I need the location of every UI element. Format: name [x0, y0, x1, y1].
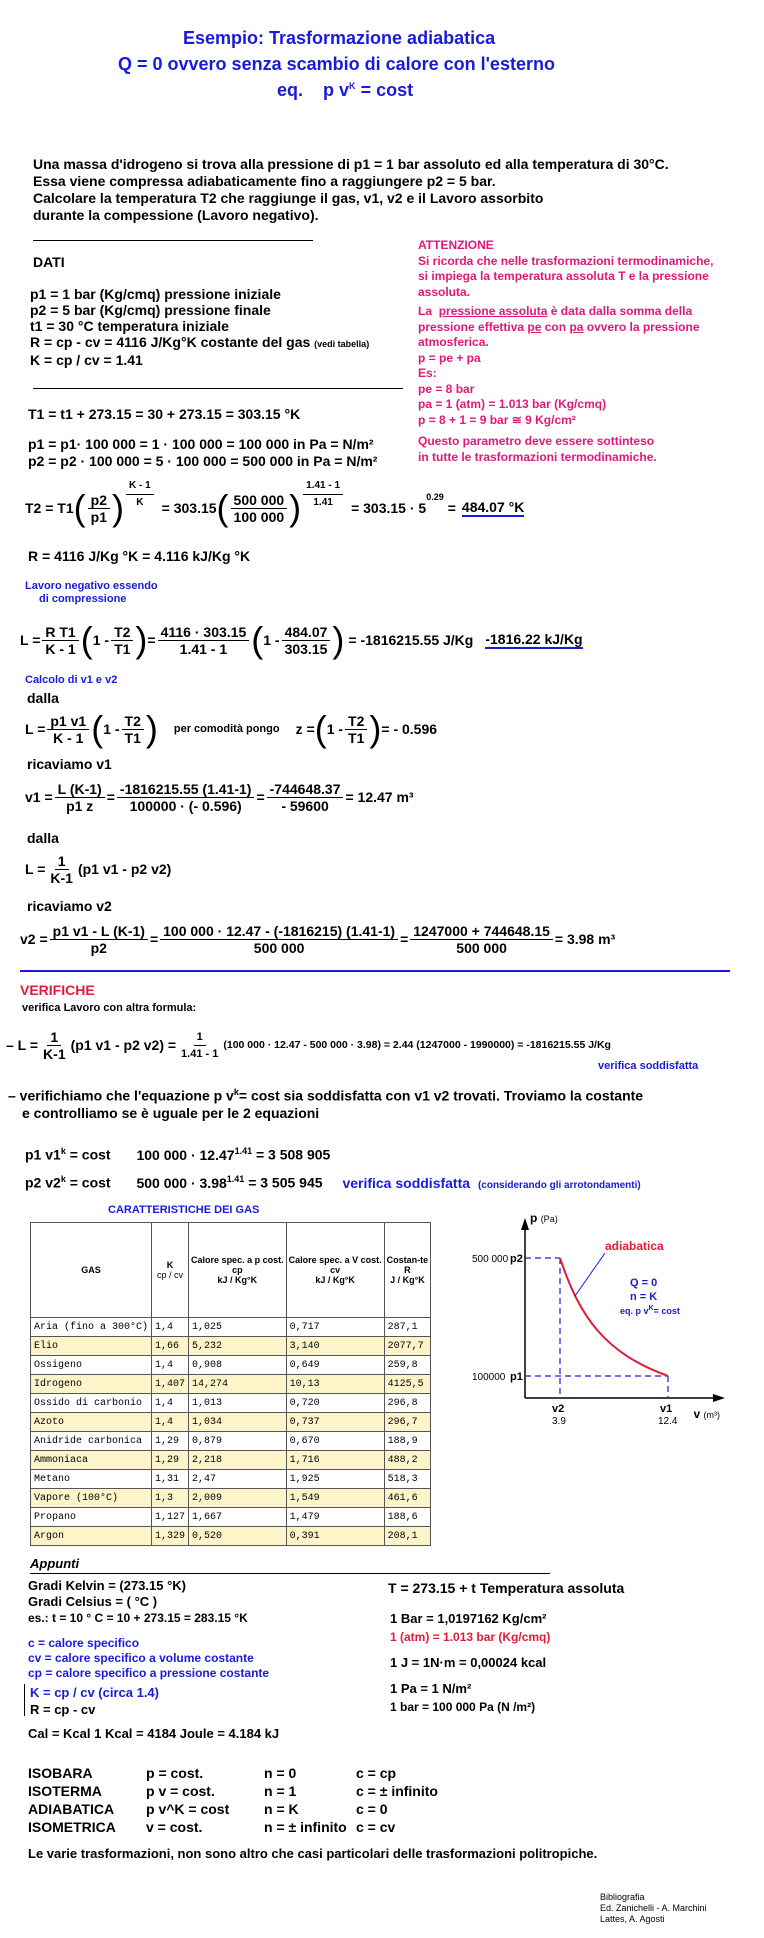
lavoro-alt-formula: L = $\frac{1}{K-1}$ (p1 v1 - p2 v2) [25, 852, 172, 886]
table-row [31, 1527, 431, 1546]
ricaviamo-v1: ricaviamo v1 [27, 756, 112, 772]
gas-name-cell: Propano [31, 1508, 152, 1527]
final-note: Le varie trasformazioni, non sono altro che casi particolari delle trasformazioni politropiche. [28, 1846, 598, 1861]
gas-table [30, 1222, 431, 1546]
v2-formula: v2 = $\frac{p1 v1 - L (K-1)}{p2}$ = $\frac{100 000 \cdot 12.47 - (-1816215) (1.41-1)}{500 000}$ = $\frac{1247000 + 744648.15}{500 000}$ = 3.98 m³ [20, 922, 616, 956]
table-row [31, 1432, 431, 1451]
adiabatic-graph [430, 1208, 750, 1444]
verifiche-sub: verifica Lavoro con altra formula: [22, 1002, 197, 1014]
gas-name-cell: Argon [31, 1527, 152, 1546]
pv1-check: p1 v1$^k$ = cost 100 $000 \cdot 12.47^{1.41} = 3$ 508 905 [25, 1146, 331, 1163]
attenzione-box: ATTENZIONE Si ricorda che nelle trasformazioni termodinamiche, si impiega la temperatura assoluta T e la pressione assoluta. La pressione assoluta è data dalla somma della pressione effettiva pe con pa ovvero la pressione atmosferica. p = pe + pa Es: pe = 8 bar pa = 1 (atm) = 1.013 bar (Kg/cmq) p = 8 + 1 = 9 bar ≅ 9 Kg/cm² Questo parametro deve essere sottinteso in tutte le trasformazioni termodinamiche. [418, 238, 714, 464]
trasformazione-cell: p v^K = cost [146, 1801, 230, 1817]
col-header-gas: GAS [31, 1223, 152, 1318]
gas-value-cell: 2,009 [189, 1489, 287, 1508]
gas-value-cell: 0,720 [286, 1394, 384, 1413]
gas-name-cell: Azoto [31, 1413, 152, 1432]
table-row [31, 1413, 431, 1432]
trasformazione-cell: ISOBARA [28, 1765, 93, 1781]
gas-value-cell: 5,232 [189, 1337, 287, 1356]
table-row [31, 1337, 431, 1356]
verifica-soddisfatta: verifica soddisfatta [598, 1060, 699, 1072]
dati-title: DATI [33, 254, 65, 270]
v1-formula: v1 = $\frac{L (K-1)}{p1 z}$ = $\frac{-1816215.55 (1.41-1)}{100000 \cdot (- 0.596)}$ = $\frac{-744648.37}{- 59600}$ = 12.47 m³ [25, 780, 414, 814]
lavoro-v-formula: L = $\frac{p1 v1}{K - 1}$ ( 1 - $\frac{T2}{T1}$ ) per comodità pongo z = ( 1 - $\frac{T2}{T1}$ ) = - 0.596 [25, 708, 438, 749]
appunti-left: Gradi Kelvin = (273.15 °K) Gradi Celsius = ( °C ) es.: t = 10 ° C = 10 + 273.15 = 283.15 °K [28, 1578, 248, 1625]
gas-name-cell: Elio [31, 1337, 152, 1356]
trasformazione-cell: n = 1 [264, 1783, 297, 1799]
eq-label: eq. p $v^K= \cos t$ [620, 1305, 680, 1316]
table-row [31, 1394, 431, 1413]
gas-value-cell: 3,140 [286, 1337, 384, 1356]
pv2-check: p2 v2$^k$ = cost 500 $000 \cdot 3.98^{1.41} = 3$ 505 945 verifica soddisfatta (considerando gli arrotondamenti) [25, 1174, 641, 1191]
gas-value-cell: 1,407 [152, 1375, 189, 1394]
col-header-cv: Calore spec. a V cost. cv kJ / Kg°K [286, 1223, 384, 1318]
gas-value-cell: 10,13 [286, 1375, 384, 1394]
k-r-formulas: K = cp / cv (circa 1.4) R = cp - cv [30, 1685, 159, 1717]
gas-value-cell: 1,479 [286, 1508, 384, 1527]
trasformazione-cell: ISOMETRICA [28, 1819, 116, 1835]
bracket [24, 1684, 25, 1716]
y-axis-label: p (Pa) [530, 1211, 558, 1225]
bibliografia: Bibliografia Ed. Zanichelli - A. Marchini Lattes, A. Agosti [600, 1892, 707, 1924]
trasformazione-cell: c = ± infinito [356, 1783, 438, 1799]
trasformazione-row [28, 1818, 476, 1836]
gas-value-cell: 188,6 [384, 1508, 431, 1527]
dati-block: p1 = 1 bar (Kg/cmq) pressione iniziale p2 = 5 bar (Kg/cmq) pressione finale t1 = 30 °C temperatura iniziale R = cp - cv = 4116 J/Kg°K costante del gas (vedi tabella) K = cp / cv = 1.41 [30, 286, 370, 368]
gas-name-cell: Idrogeno [31, 1375, 152, 1394]
verifiche-title: VERIFICHE [20, 982, 95, 998]
gas-value-cell: 0,879 [189, 1432, 287, 1451]
gas-value-cell: 2077,7 [384, 1337, 431, 1356]
ricaviamo-v2: ricaviamo v2 [27, 898, 112, 914]
trasformazione-row [28, 1800, 476, 1818]
trasformazione-row [28, 1782, 476, 1800]
trasformazioni-table [28, 1764, 476, 1836]
v1-label: v1 [660, 1403, 673, 1415]
gas-value-cell: 0,649 [286, 1356, 384, 1375]
gas-value-cell: 296,7 [384, 1413, 431, 1432]
trasformazione-cell: c = cv [356, 1819, 396, 1835]
gas-value-cell: 1,127 [152, 1508, 189, 1527]
trasformazione-cell: ADIABATICA [28, 1801, 115, 1817]
gas-value-cell: 1,4 [152, 1413, 189, 1432]
gas-value-cell: 259,8 [384, 1356, 431, 1375]
gas-value-cell: 0,391 [286, 1527, 384, 1546]
gas-name-cell: Ossigeno [31, 1356, 152, 1375]
gas-value-cell: 2,47 [189, 1470, 287, 1489]
trasformazione-cell: p v = cost. [146, 1783, 215, 1799]
temp-assoluta: T = 273.15 + t Temperatura assoluta [388, 1580, 625, 1596]
calore-specifico: c = calore specifico cv = calore specifico a volume costante cp = calore specifico a pressione costante [28, 1636, 270, 1680]
gas-value-cell: 1,29 [152, 1432, 189, 1451]
lavoro-title: Lavoro negativo essendo di compressione [25, 580, 158, 605]
gas-value-cell: 1,31 [152, 1470, 189, 1489]
gas-value-cell: 1,013 [189, 1394, 287, 1413]
gas-value-cell: 1,4 [152, 1356, 189, 1375]
cal-conversion: Cal = Kcal 1 Kcal = 4184 Joule = 4.184 kJ [28, 1726, 280, 1741]
lavoro-result: -1816.22 kJ/Kg [485, 631, 583, 647]
gas-value-cell: 1,025 [189, 1318, 287, 1337]
x-axis-label: v (m³) [693, 1407, 720, 1421]
trasformazione-cell: v = cost. [146, 1819, 203, 1835]
t2-formula: T2 = T1 ( $\frac{p2}{p1}$ ) $\frac{K - 1}{K}$ = 303.15 ( $\frac{500 000}{100 000}$ ) $\frac{1.41 - 1}{1.41}$ = 303.15 · 5 $^{0.29}$ = 484.07 °K [25, 480, 525, 528]
gas-value-cell: 1,4 [152, 1318, 189, 1337]
gas-value-cell: 0,717 [286, 1318, 384, 1337]
table-row [31, 1318, 431, 1337]
divider [30, 1573, 550, 1574]
adiabatic-curve [560, 1258, 668, 1376]
table-row [31, 1489, 431, 1508]
trasformazione-cell: ISOTERMA [28, 1783, 102, 1799]
page-subtitle: Q = 0 ovvero senza scambio di calore con l'esterno [118, 54, 555, 74]
trasformazione-cell: p = cost. [146, 1765, 204, 1781]
page-title: Esempio: Trasformazione adiabatica [183, 28, 496, 48]
divider [33, 388, 403, 389]
table-row [31, 1470, 431, 1489]
t2-result: 484.07 °K [461, 499, 525, 515]
v1-value: 12.4 [658, 1416, 678, 1427]
lavoro-formula: L = $\frac{\text{R T1}}{K - 1}$ ( 1 - $\frac{T2}{T1}$ ) = $\frac{4116 \cdot 303.15}{1.41 - 1}$ ( 1 - $\frac{484.07}{303.15}$ ) = -1816215.55 J/Kg -1816.22 kJ/Kg [20, 619, 583, 660]
gas-value-cell: 2,218 [189, 1451, 287, 1470]
gas-value-cell: 1,4 [152, 1394, 189, 1413]
trasformazione-cell: n = ± infinito [264, 1819, 347, 1835]
p1-label: p1 [510, 1371, 523, 1383]
gas-value-cell: 488,2 [384, 1451, 431, 1470]
curve-label: adiabatica [605, 1239, 664, 1253]
gas-value-cell: 1,925 [286, 1470, 384, 1489]
gas-value-cell: 1,29 [152, 1451, 189, 1470]
gas-value-cell: 4125,5 [384, 1375, 431, 1394]
gas-value-cell: 1,549 [286, 1489, 384, 1508]
n-label: n = K [630, 1291, 658, 1303]
col-header-cp: Calore spec. a p cost. cp kJ / Kg°K [189, 1223, 287, 1318]
gas-name-cell: Vapore (100°C) [31, 1489, 152, 1508]
p1-value: 100000 [472, 1372, 506, 1383]
gas-value-cell: 188,9 [384, 1432, 431, 1451]
gas-value-cell: 1,667 [189, 1508, 287, 1527]
gas-value-cell: 1,66 [152, 1337, 189, 1356]
table-row [31, 1375, 431, 1394]
dalla-label: dalla [27, 830, 59, 846]
gas-value-cell: 287,1 [384, 1318, 431, 1337]
gas-value-cell: 0,670 [286, 1432, 384, 1451]
v2-label: v2 [552, 1403, 565, 1415]
gas-value-cell: 0,520 [189, 1527, 287, 1546]
col-header-k: K cp / cv [152, 1223, 189, 1318]
v2-value: 3.9 [552, 1416, 566, 1427]
table-row [31, 1508, 431, 1527]
gas-name-cell: Aria (fino a 300°C) [31, 1318, 152, 1337]
trasformazione-cell: c = 0 [356, 1801, 388, 1817]
trasformazione-cell: n = K [264, 1801, 299, 1817]
table-row [31, 1451, 431, 1470]
unit-conversions: 1 Bar = 1,0197162 Kg/cm² 1 (atm) = 1.013 bar (Kg/cmq) 1 J = 1N·m = 0,00024 kcal 1 Pa = 1 N/m² 1 bar = 100 000 Pa (N /m²) [390, 1611, 551, 1714]
pressure-conversion: p1 = p1· 100 000 = 1 · 100 000 = 100 000 in Pa = N/m² p2 = p2 · 100 000 = 5 · 100 000 = 500 000 in Pa = N/m² [28, 436, 378, 469]
table-row [31, 1356, 431, 1375]
gas-name-cell: Metano [31, 1470, 152, 1489]
dalla-label: dalla [27, 690, 59, 706]
gas-value-cell: 518,3 [384, 1470, 431, 1489]
q-label: Q = 0 [630, 1277, 658, 1289]
table-title: CARATTERISTICHE DEI GAS [108, 1204, 260, 1216]
divider [33, 240, 313, 241]
trasformazione-row [28, 1764, 476, 1782]
col-header-r: Costan-te R J / Kg°K [384, 1223, 431, 1318]
check-text: – verifichiamo che l'equazione p $v^k= \cos t$ sia soddisfatta con v1 v2 trovati. Troviamo la costante e controlliamo se è uguale per le 2 equazioni [8, 1087, 644, 1121]
gas-value-cell: 14,274 [189, 1375, 287, 1394]
gas-value-cell: 1,034 [189, 1413, 287, 1432]
p2-label: p2 [510, 1253, 523, 1265]
problem-statement: Una massa d'idrogeno si trova alla pressione di p1 = 1 bar assoluto ed alla temperatura di 30°C. Essa viene compressa adiabaticamente fino a raggiungere p2 = 5 bar. Calcolare la temperatura T2 che raggiunge il gas, v1, v2 e il Lavoro assorbito durante la compessione (Lavoro negativo). [33, 156, 669, 223]
gas-name-cell: Anidride carbonica [31, 1432, 152, 1451]
appunti-title: Appunti [30, 1556, 80, 1571]
trasformazione-cell: c = cp [356, 1765, 397, 1781]
r-conversion: R = 4116 J/Kg °K = 4.116 kJ/Kg °K [28, 548, 251, 564]
gas-value-cell: 1,716 [286, 1451, 384, 1470]
gas-value-cell: 208,1 [384, 1527, 431, 1546]
gas-value-cell: 1,3 [152, 1489, 189, 1508]
v-title: Calcolo di v1 e v2 [25, 674, 118, 686]
header-equation: eq. p $v^K = \cos t$ [277, 80, 414, 100]
p2-value: 500 000 [472, 1254, 509, 1265]
t1-formula: T1 = t1 + 273.15 = 30 + 273.15 = 303.15 °K [28, 406, 301, 422]
trasformazione-cell: n = 0 [264, 1765, 297, 1781]
gas-value-cell: 296,8 [384, 1394, 431, 1413]
gas-name-cell: Ammoniaca [31, 1451, 152, 1470]
gas-value-cell: 0,737 [286, 1413, 384, 1432]
gas-value-cell: 461,6 [384, 1489, 431, 1508]
section-divider [20, 970, 730, 972]
gas-value-cell: 1,329 [152, 1527, 189, 1546]
gas-value-cell: 0,908 [189, 1356, 287, 1375]
gas-name-cell: Ossido di carbonio [31, 1394, 152, 1413]
verifica-lavoro: – L = $\frac{1}{K-1}$ (p1 v1 - p2 v2) = $\frac{1}{1.41 - 1}$ (100 000 · 12.47 - 500 000 · 3.98) = 2.44 (1247000 - 1990000) = -1816215.55 J/Kg [6, 1028, 611, 1062]
